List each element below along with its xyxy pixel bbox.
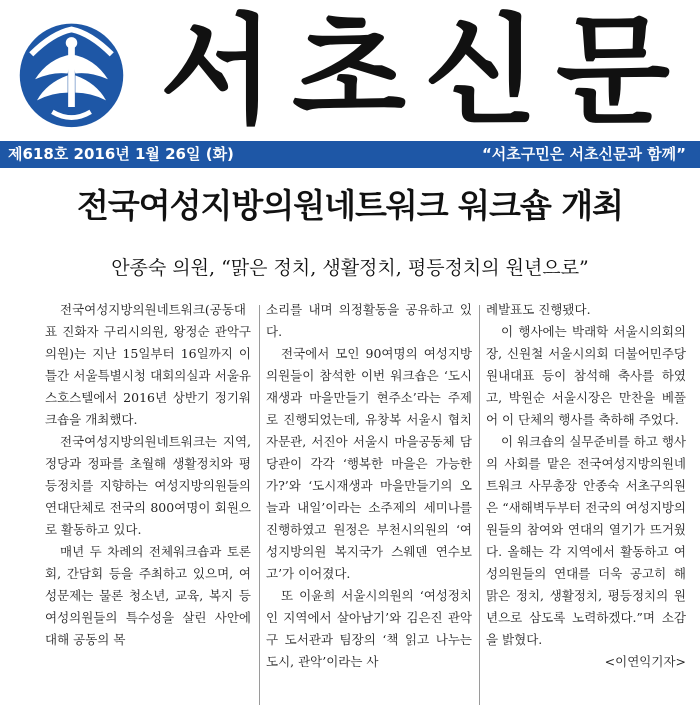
- slogan: “서초구민은 서초신문과 함께”: [481, 145, 686, 163]
- issue-date: 제618호 2016년 1월 26일 (화): [8, 145, 234, 163]
- article-paragraph: 전국여성지방의원네트워크(공동대표 진화자 구리시의원, 왕정순 관악구의원)는 지난 15일부터 16일까지 이틀간 서울특별시청 대회의실과 서울유스호스텔에서 2016년 상반기 정기워크숍을 개최했다.: [45, 302, 251, 427]
- article-paragraph: 또 이윤희 서울시의원의 ‘여성정치인 지역에서 살아남기’와 김은진 관악구 도서관과 팀장의 ‘책 읽고 나누는 도시, 관악’이라는 사: [266, 588, 472, 669]
- issue-info-bar: [0, 141, 700, 168]
- newspaper-title: 서초신문: [160, 2, 688, 140]
- article-column-3: [486, 299, 686, 673]
- column-divider: [479, 305, 480, 705]
- masthead: [0, 0, 700, 138]
- article-headline: 전국여성지방의원네트워크 워크숍 개최: [77, 186, 623, 225]
- seocho-emblem-icon: [14, 16, 129, 131]
- article-column-2: [266, 299, 472, 673]
- article-paragraph: 매년 두 차례의 전체워크숍과 토론회, 간담회 등을 주최하고 있으며, 여성문제는 물론 청소년, 교육, 복지 등 여성의원들의 특수성을 살린 사안에 대해 공동의 목: [45, 544, 251, 647]
- article-paragraph: 전국여성지방의원네트워크는 지역, 정당과 정파를 초월해 생활정치와 평등정치를 지향하는 여성지방의원들의 연대단체로 전국의 800여명이 회원으로 활동하고 있다.: [45, 434, 251, 537]
- article-paragraph: 전국에서 모인 90여명의 여성지방의원들이 참석한 이번 워크숍은 ‘도시재생과 마을만들기 현주소’라는 주제로 진행되었는데, 유창복 서울시 협치자문관, 서진아 서울시 마을공동체 담당관이 각각 ‘행복한 마을은 가능한가?’와 ‘도시재생과 마을만들기의 오늘과 내일’이라는 소주제의 세미나를 진행하였고 원정은 부천시의원의 ‘여성지방의원 복지국가 스웨덴 연수보고’가 이어졌다.: [266, 346, 472, 581]
- column-divider: [259, 305, 260, 705]
- article-subheadline: 안종숙 의원, “맑은 정치, 생활정치, 평등정치의 원년으로”: [111, 257, 589, 279]
- article-paragraph: 소리를 내며 의정활동을 공유하고 있다.: [266, 302, 472, 339]
- article-paragraph: 이 행사에는 박래학 서울시의회의장, 신원철 서울시의회 더불어민주당 원내대표 등이 참석해 축사를 하였고, 박원순 서울시장은 만찬을 베풀어 이 단체의 행사를 축하해 주었다.: [486, 324, 686, 427]
- article-body: [0, 299, 700, 709]
- article-paragraph: 례발표도 진행됐다.: [486, 302, 591, 317]
- byline: <이연익기자>: [604, 654, 686, 669]
- article-paragraph: 이 워크숍의 실무준비를 하고 행사의 사회를 맡은 전국여성지방의원네트워크 사무총장 안종숙 서초구의원은 “새해벽두부터 전국의 여성지방의원들의 참여와 연대의 열기가 뜨거웠다. 올해는 각 지역에서 활동하고 여성의원들의 연대를 더욱 공고히 해 맑은 정치, 생활정치, 평등정치의 원년으로 삼도록 노력하겠다.”며 소감을 밝혔다.: [486, 434, 686, 647]
- article-column-1: [45, 299, 251, 651]
